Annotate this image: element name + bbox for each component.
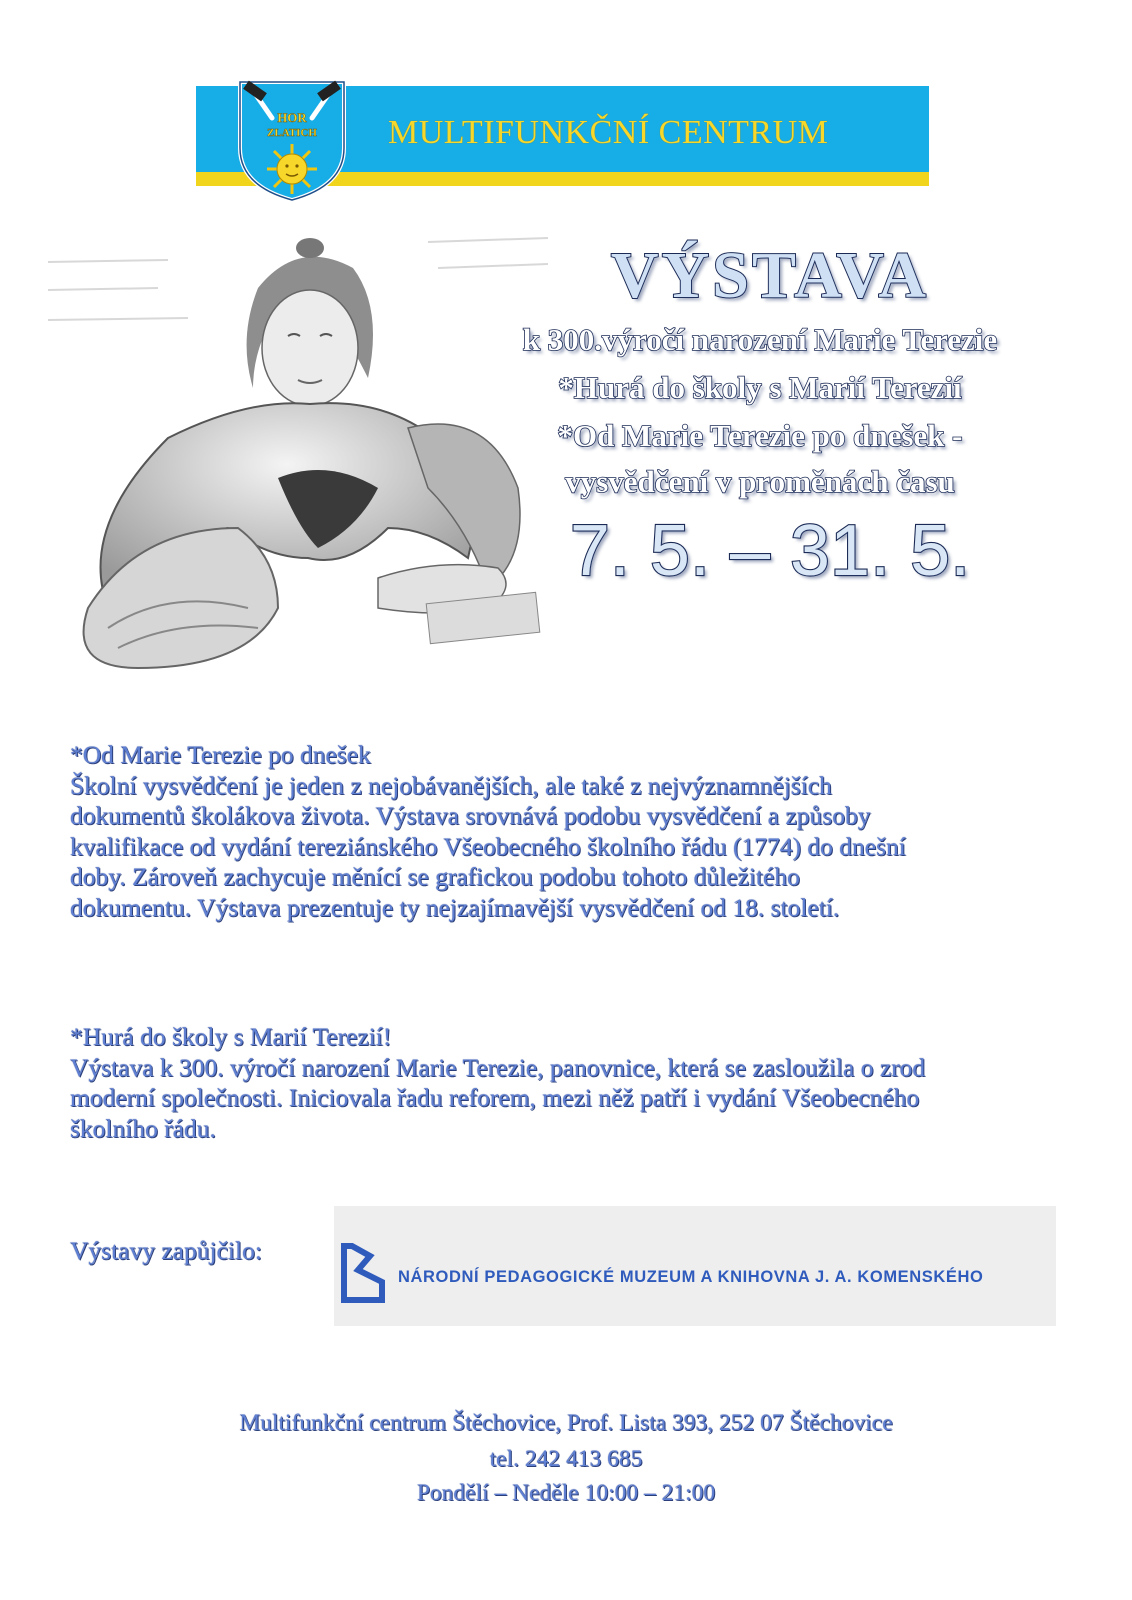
section2-line: Výstava k 300. výročí narození Marie Terezie, panovnice, která se zasloužila o zrod <box>70 1052 926 1082</box>
footer-phone: tel. 242 413 685 <box>489 1446 643 1472</box>
headline-line-3: *Od Marie Terezie po dnešek - <box>557 418 963 453</box>
section2-heading: *Hurá do školy s Marií Terezií! <box>70 1022 392 1051</box>
lender-logo-box <box>334 1206 1056 1326</box>
footer-hours: Pondělí – Neděle 10:00 – 21:00 <box>416 1480 716 1506</box>
crest-text-bottom: ZLATICH <box>267 127 317 139</box>
sun-icon <box>267 144 317 194</box>
banner-title: MULTIFUNKČNÍ CENTRUM <box>388 114 829 151</box>
section1-heading: *Od Marie Terezie po dnešek <box>70 740 371 769</box>
museum-logo-icon <box>340 1242 386 1304</box>
crest-text-top: HOR <box>277 110 307 125</box>
section1-line: doby. Zároveň zachycuje měnící se grafickou podobu tohoto důležitého <box>70 862 800 891</box>
section1-line: kvalifikace od vydání tereziánského Všeobecného školního řádu (1774) do dnešní <box>70 831 906 861</box>
section-od-marie-terezie <box>70 740 1060 923</box>
headline-line-1: k 300.výročí narození Marie Terezie <box>522 322 998 357</box>
headline-line-4: vysvědčení v proměnách času <box>565 464 955 499</box>
section1-line: Školní vysvědčení je jeden z nejobávanějších, ale také z nejvýznamnějších <box>70 770 832 800</box>
section-hura-do-skoly <box>70 1022 1060 1144</box>
footer-address: Multifunkční centrum Štěchovice, Prof. Lista 393, 252 07 Štěchovice <box>239 1410 893 1436</box>
headline-title: VÝSTAVA <box>610 239 930 312</box>
headline-line-2: *Hurá do školy s Marií Terezií <box>558 370 962 405</box>
section2-line: moderní společnosti. Iniciovala řadu reforem, mezi něž patří i vydání Všeobecného <box>70 1083 920 1112</box>
section2-line: školního řádu. <box>70 1113 216 1143</box>
lender-label: Výstavy zapůjčilo: <box>70 1236 262 1265</box>
lender-name: NÁRODNÍ PEDAGOGICKÉ MUZEUM A KNIHOVNA J. A. KOMENSKÉHO <box>398 1268 984 1286</box>
section1-line: dokumentů školákova života. Výstava srovnává podobu vysvědčení a způsoby <box>70 801 871 830</box>
section1-line: dokumentu. Výstava prezentuje ty nejzajímavější vysvědčení od 18. století. <box>70 892 840 922</box>
town-crest-logo <box>232 78 352 202</box>
exhibition-dates: 7. 5. – 31. 5. <box>569 511 971 591</box>
portrait-illustration <box>48 228 558 698</box>
